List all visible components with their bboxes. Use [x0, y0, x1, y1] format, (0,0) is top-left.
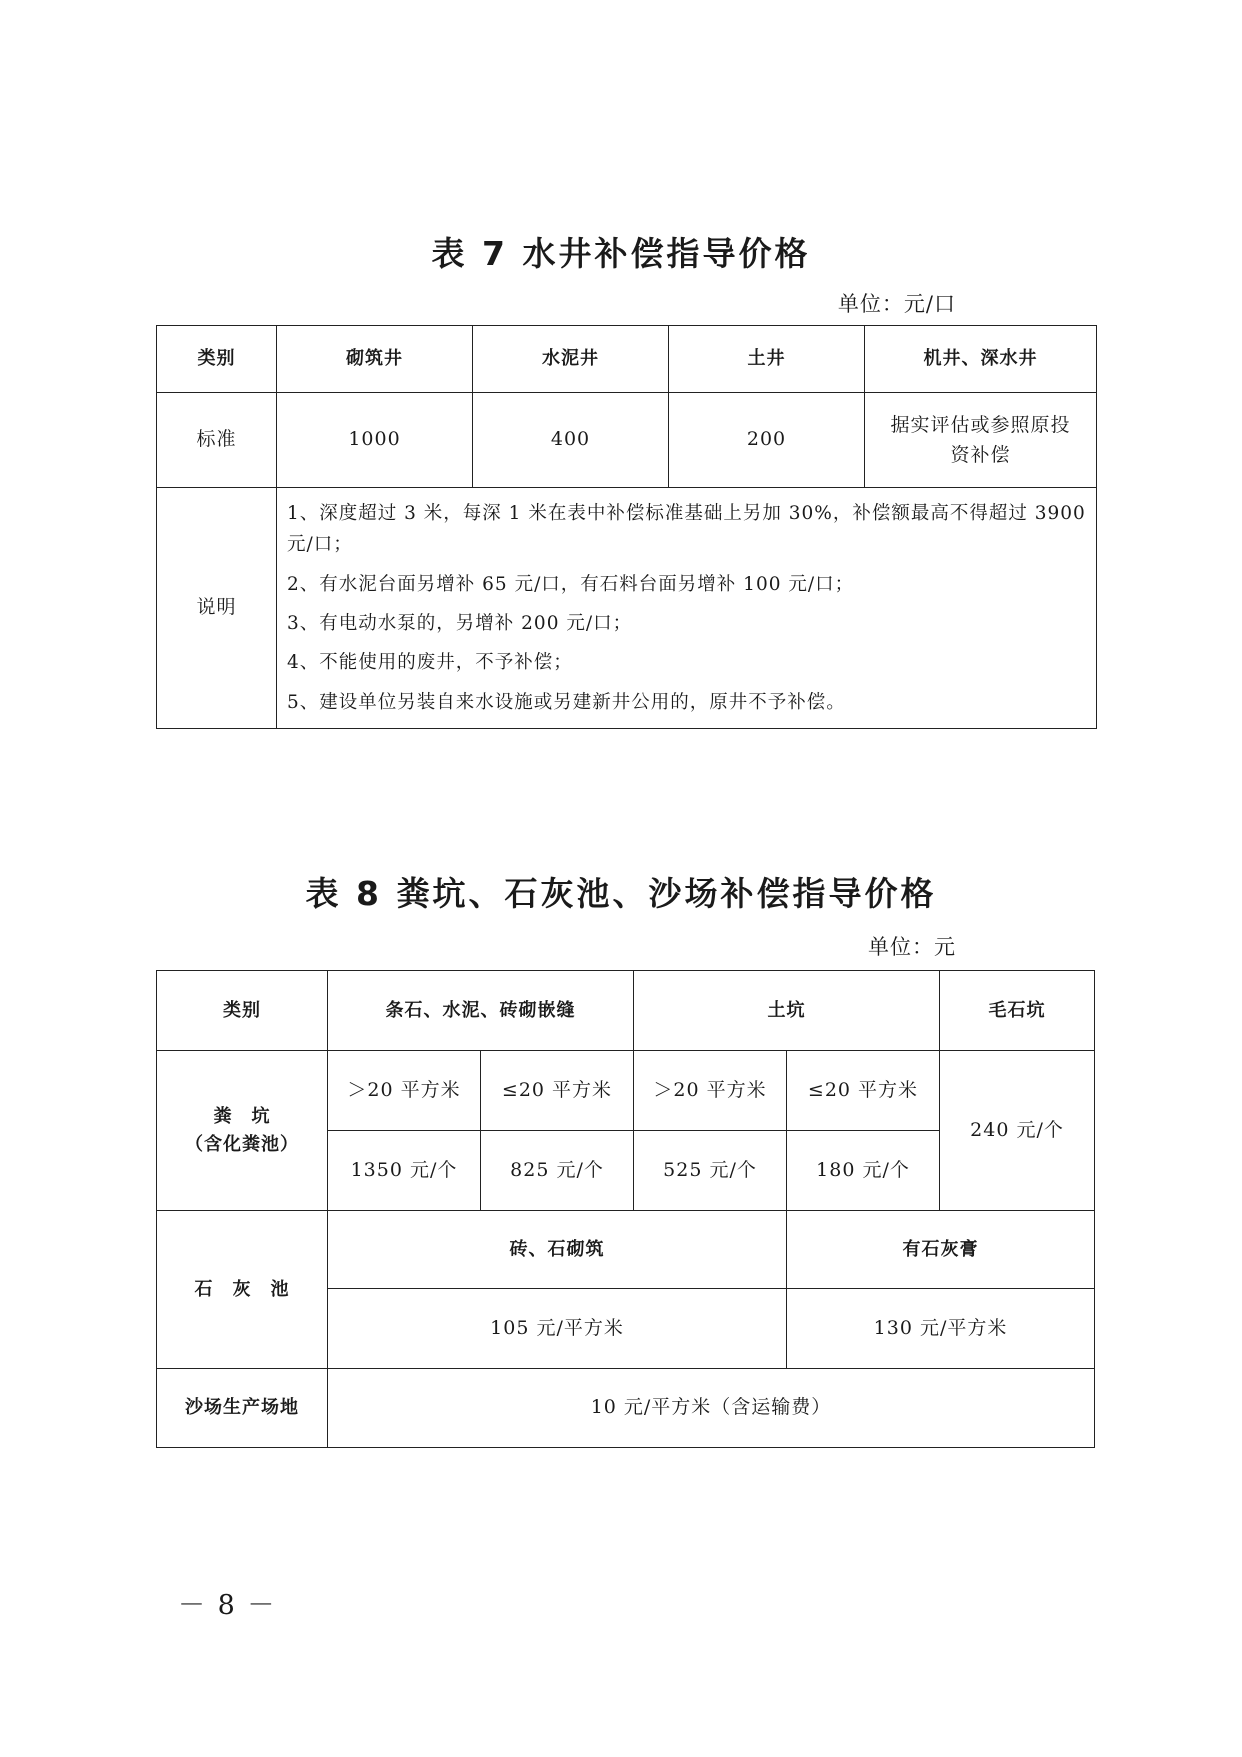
header-machine-well: 机井、深水井: [865, 326, 1097, 393]
sand-yard-price: 10 元/平方米（含运输费）: [328, 1369, 1095, 1448]
cesspit-price: 825 元/个: [481, 1131, 634, 1211]
lime-pool-masonry-price: 105 元/平方米: [328, 1289, 787, 1369]
table7-standard-row: [157, 393, 1097, 488]
table7-unit: 单位：元/口: [837, 292, 956, 316]
cesspit-label: [157, 1051, 328, 1211]
table8-title: 表 8 粪坑、石灰池、沙场补偿指导价格: [305, 874, 937, 913]
table8-header-row: [157, 971, 1095, 1051]
standard-masonry-value: 1000: [277, 393, 473, 488]
area-label: ≤20 平方米: [481, 1051, 634, 1131]
lime-pool-label: 石 灰 池: [157, 1211, 328, 1369]
table7-notes-row: [157, 488, 1097, 729]
standard-machine-value: 据实评估或参照原投资补偿: [865, 393, 1097, 488]
header-rubble-pit: 毛石坑: [940, 971, 1095, 1051]
standard-label: 标准: [157, 393, 277, 488]
note-item: 5、建设单位另装自来水设施或另建新井公用的，原井不予补偿。: [287, 691, 846, 713]
table7-water-well-prices: [156, 325, 1097, 729]
lime-pool-masonry-header: 砖、石砌筑: [328, 1211, 787, 1289]
cesspit-price: 525 元/个: [634, 1131, 787, 1211]
sand-yard-label: 沙场生产场地: [157, 1369, 328, 1448]
note-item: 4、不能使用的废井，不予补偿；: [287, 652, 573, 674]
header-earth-well: 土井: [669, 326, 865, 393]
note-item: 3、有电动水泵的，另增补 200 元/口；: [287, 613, 633, 634]
notes-label: 说明: [157, 488, 277, 729]
table8-pit-pool-yard-prices: [156, 970, 1095, 1448]
area-label: ＞20 平方米: [328, 1051, 481, 1131]
rubble-pit-price: 240 元/个: [940, 1051, 1095, 1211]
table8-unit: 单位：元: [868, 935, 956, 959]
cesspit-label-sub: （含化粪池）: [185, 1133, 299, 1155]
note-item: 1、深度超过 3 米，每深 1 米在表中补偿标准基础上另加 30%，补偿额最高不得超过 3900 元/口；: [287, 502, 1086, 556]
cesspit-label-main: 粪 坑: [213, 1105, 271, 1127]
cesspit-price: 180 元/个: [787, 1131, 940, 1211]
header-masonry-well: 砌筑井: [277, 326, 473, 393]
header-category: 类别: [157, 326, 277, 393]
sand-yard-row: [157, 1369, 1095, 1448]
cesspit-area-row: [157, 1051, 1095, 1131]
cesspit-price: 1350 元/个: [328, 1131, 481, 1211]
notes-cell: [277, 488, 1097, 729]
standard-cement-value: 400: [473, 393, 669, 488]
header-cement-well: 水泥井: [473, 326, 669, 393]
table7-title: 表 7 水井补偿指导价格: [431, 234, 811, 273]
header-category: 类别: [157, 971, 328, 1051]
lime-pool-header-row: [157, 1211, 1095, 1289]
page-number: － 8 －: [178, 1590, 277, 1621]
lime-pool-paste-header: 有石灰膏: [787, 1211, 1095, 1289]
area-label: ≤20 平方米: [787, 1051, 940, 1131]
standard-earth-value: 200: [669, 393, 865, 488]
note-item: 2、有水泥台面另增补 65 元/口，有石料台面另增补 100 元/口；: [287, 573, 855, 595]
lime-pool-paste-price: 130 元/平方米: [787, 1289, 1095, 1369]
header-masonry-pit: 条石、水泥、砖砌嵌缝: [328, 971, 634, 1051]
header-earth-pit: 土坑: [634, 971, 940, 1051]
area-label: ＞20 平方米: [634, 1051, 787, 1131]
table7-header-row: [157, 326, 1097, 393]
